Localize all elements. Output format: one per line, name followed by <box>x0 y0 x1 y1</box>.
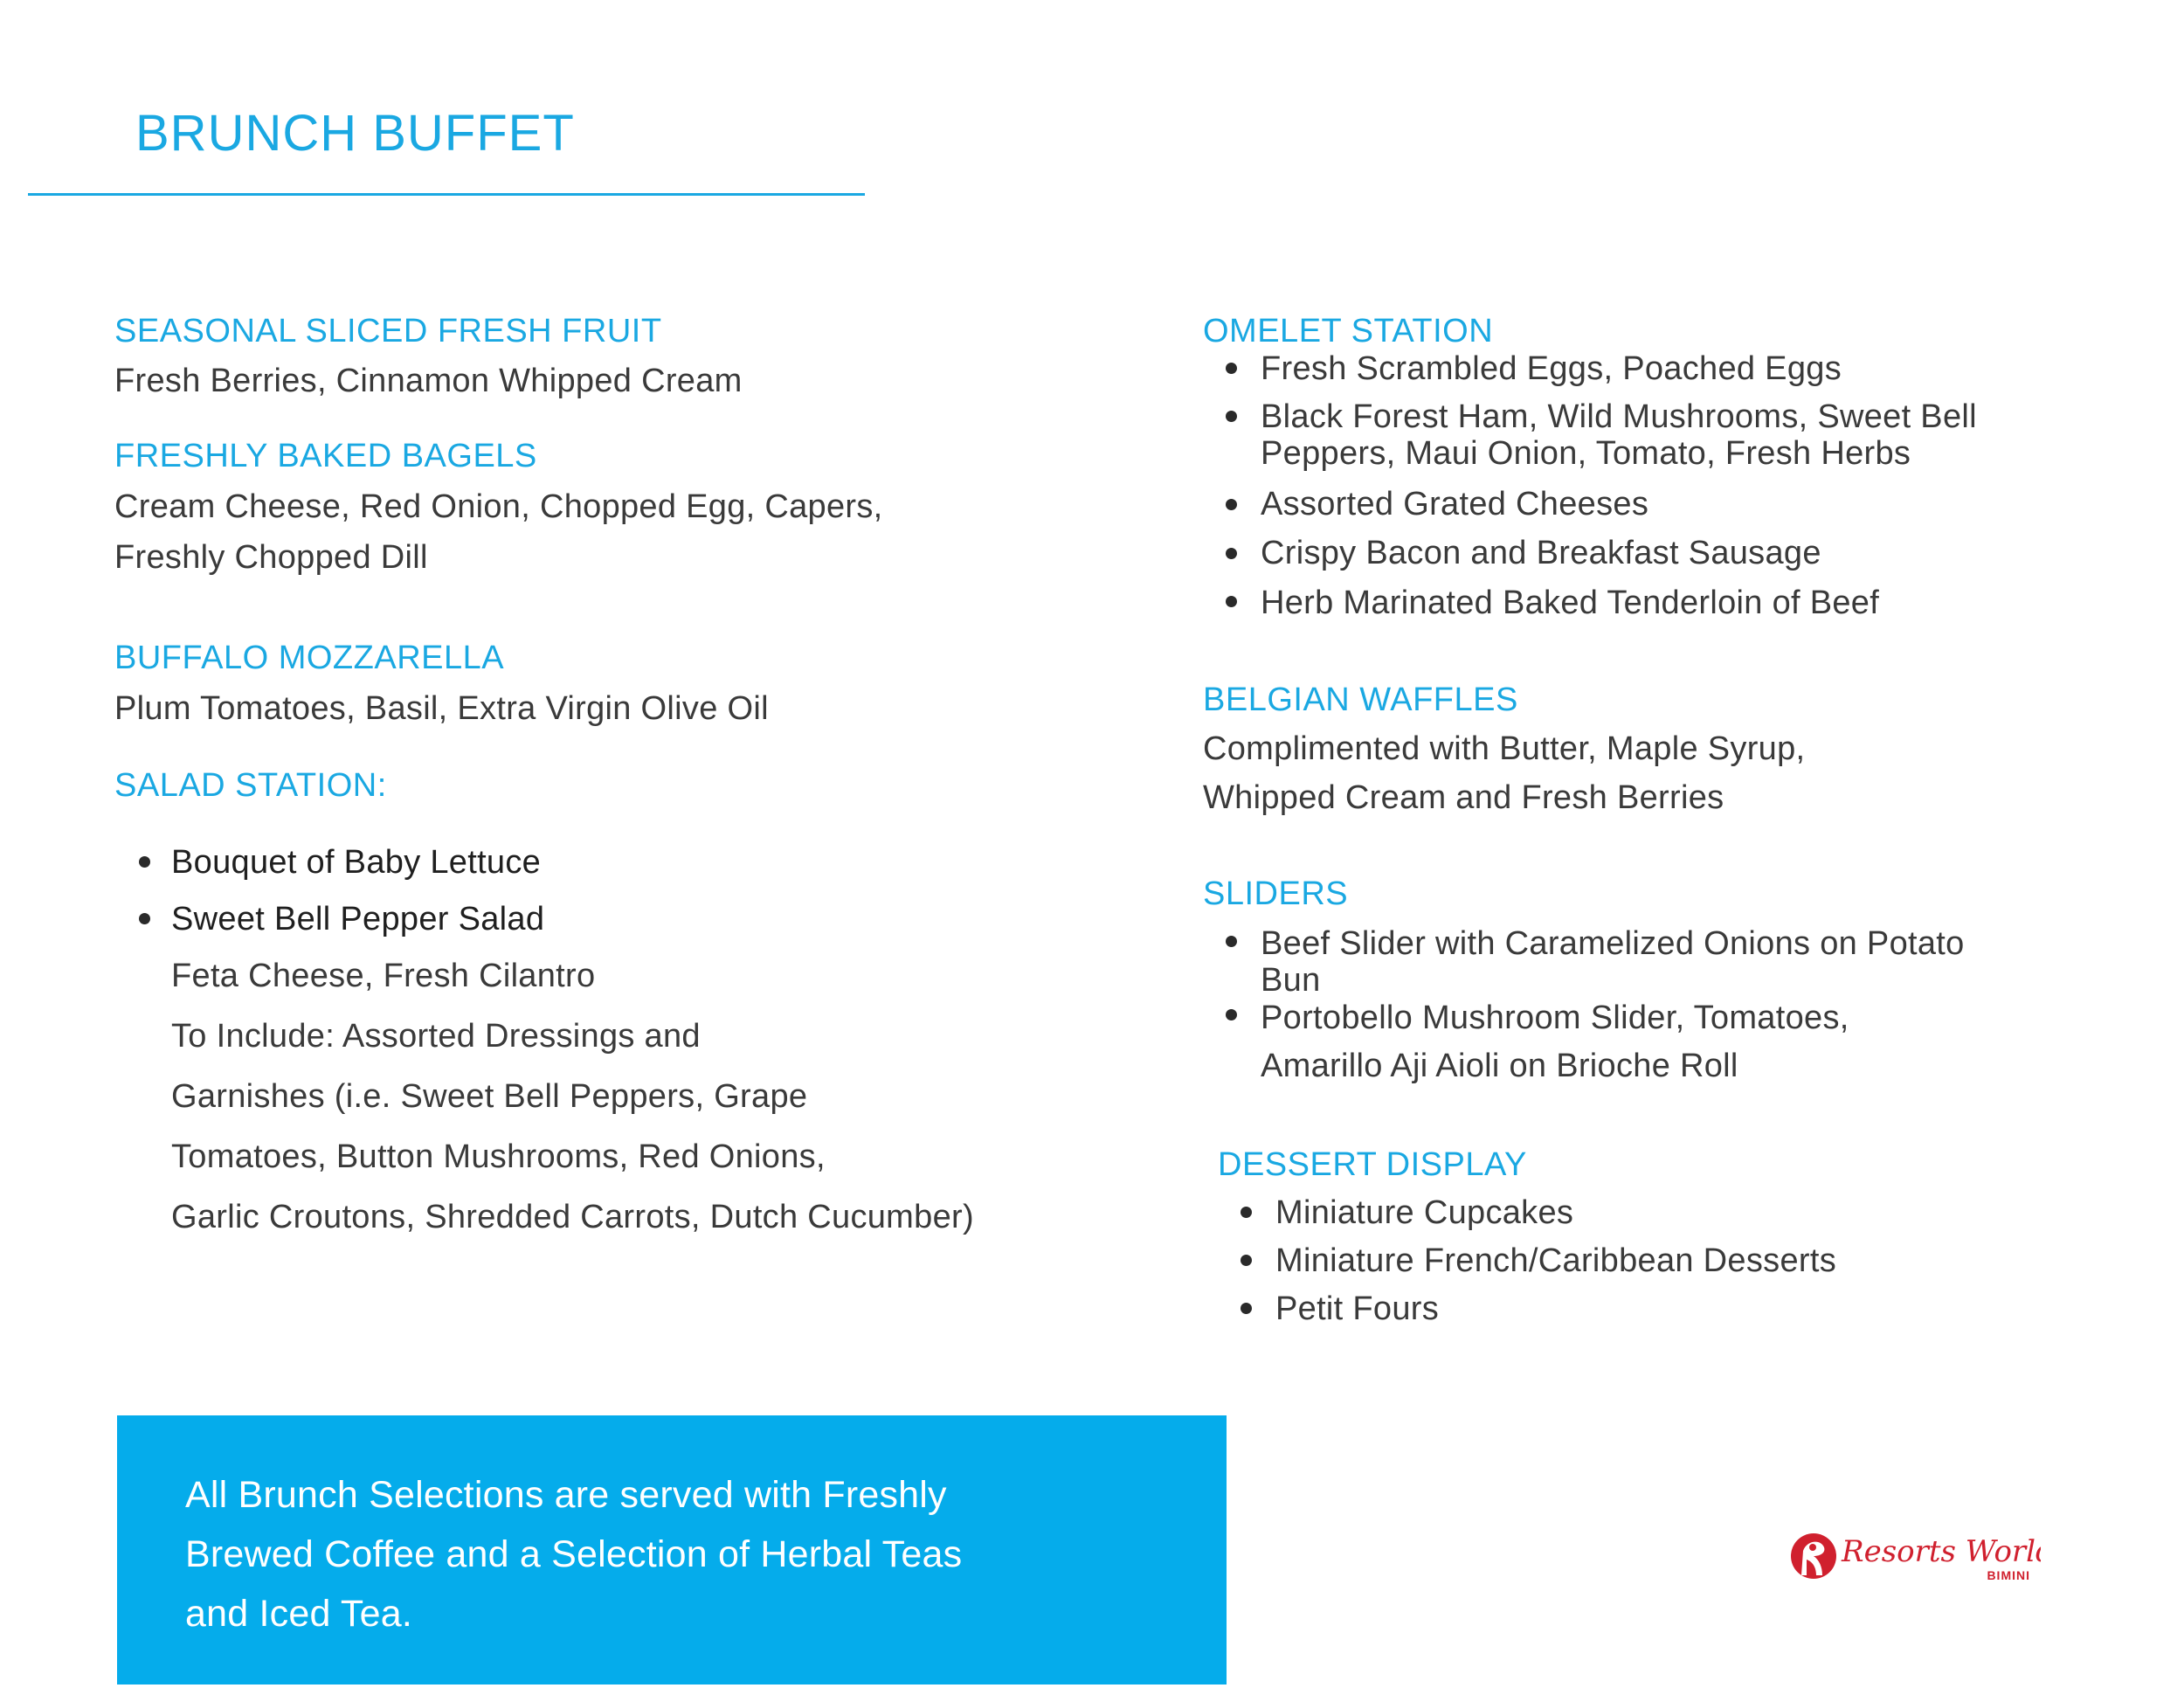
omelet-item: Black Forest Ham, Wild Mushrooms, Sweet Bell <box>1261 398 1977 435</box>
sliders-item: Beef Slider with Caramelized Onions on Potato <box>1261 925 1965 962</box>
sliders-item: Portobello Mushroom Slider, Tomatoes, <box>1261 1000 1849 1036</box>
salad-item: Sweet Bell Pepper Salad <box>171 901 545 937</box>
bagels-heading: FRESHLY BAKED BAGELS <box>114 438 537 474</box>
bullet-icon <box>1226 548 1237 559</box>
waffles-line: Whipped Cream and Fresh Berries <box>1203 779 1724 816</box>
bagels-line: Freshly Chopped Dill <box>114 539 428 576</box>
bullet-icon <box>1241 1255 1252 1266</box>
notice-line: All Brunch Selections are served with Freshly <box>185 1474 947 1516</box>
title-divider <box>28 193 865 196</box>
omelet-item: Herb Marinated Baked Tenderloin of Beef <box>1261 585 1880 621</box>
salad-line: To Include: Assorted Dressings and <box>171 1018 701 1055</box>
bullet-icon <box>1226 363 1237 374</box>
dessert-item: Miniature French/Caribbean Desserts <box>1275 1242 1836 1279</box>
bullet-icon <box>1226 411 1237 422</box>
bullet-icon <box>1226 936 1237 947</box>
bullet-icon <box>1241 1303 1252 1314</box>
mozzarella-description: Plum Tomatoes, Basil, Extra Virgin Olive Oil <box>114 690 769 727</box>
omelet-item-continued: Peppers, Maui Onion, Tomato, Fresh Herbs <box>1261 435 1911 472</box>
waffles-line: Complimented with Butter, Maple Syrup, <box>1203 730 1806 767</box>
salad-line: Feta Cheese, Fresh Cilantro <box>171 958 596 994</box>
omelet-item: Fresh Scrambled Eggs, Poached Eggs <box>1261 350 1842 387</box>
fruit-heading: SEASONAL SLICED FRESH FRUIT <box>114 313 662 349</box>
resorts-world-logo <box>1787 1525 2041 1584</box>
omelet-item: Crispy Bacon and Breakfast Sausage <box>1261 535 1821 571</box>
dessert-item: Petit Fours <box>1275 1290 1440 1327</box>
logo-mark-icon <box>1787 1525 2041 1584</box>
page-title: BRUNCH BUFFET <box>135 105 575 162</box>
sliders-item-continued: Amarillo Aji Aioli on Brioche Roll <box>1261 1048 1738 1084</box>
bullet-icon <box>1226 499 1237 510</box>
fruit-description: Fresh Berries, Cinnamon Whipped Cream <box>114 363 743 399</box>
sliders-item-continued: Bun <box>1261 962 1321 999</box>
mozzarella-heading: BUFFALO MOZZARELLA <box>114 640 505 676</box>
dessert-item: Miniature Cupcakes <box>1275 1194 1574 1231</box>
bullet-icon <box>1241 1207 1252 1218</box>
bullet-icon <box>1226 1009 1237 1020</box>
sliders-heading: SLIDERS <box>1203 875 1349 912</box>
salad-line: Tomatoes, Button Mushrooms, Red Onions, <box>171 1138 826 1175</box>
salad-heading: SALAD STATION: <box>114 767 387 804</box>
bagels-line: Cream Cheese, Red Onion, Chopped Egg, Capers, <box>114 488 883 525</box>
omelet-item: Assorted Grated Cheeses <box>1261 486 1649 522</box>
logo-brand-text: Resorts World <box>1842 1534 2041 1569</box>
dessert-heading: DESSERT DISPLAY <box>1218 1146 1527 1183</box>
omelet-heading: OMELET STATION <box>1203 313 1494 349</box>
notice-line: and Iced Tea. <box>185 1593 413 1635</box>
bullet-icon <box>1226 596 1237 607</box>
bullet-icon <box>139 856 150 868</box>
waffles-heading: BELGIAN WAFFLES <box>1203 681 1518 718</box>
notice-line: Brewed Coffee and a Selection of Herbal Teas <box>185 1533 963 1575</box>
beverage-notice-box <box>117 1415 1227 1685</box>
bullet-icon <box>139 913 150 924</box>
logo-location-text: BIMINI <box>1987 1568 2030 1582</box>
salad-line: Garnishes (i.e. Sweet Bell Peppers, Grape <box>171 1078 808 1115</box>
salad-item: Bouquet of Baby Lettuce <box>171 844 542 881</box>
salad-line: Garlic Croutons, Shredded Carrots, Dutch Cucumber) <box>171 1199 974 1235</box>
